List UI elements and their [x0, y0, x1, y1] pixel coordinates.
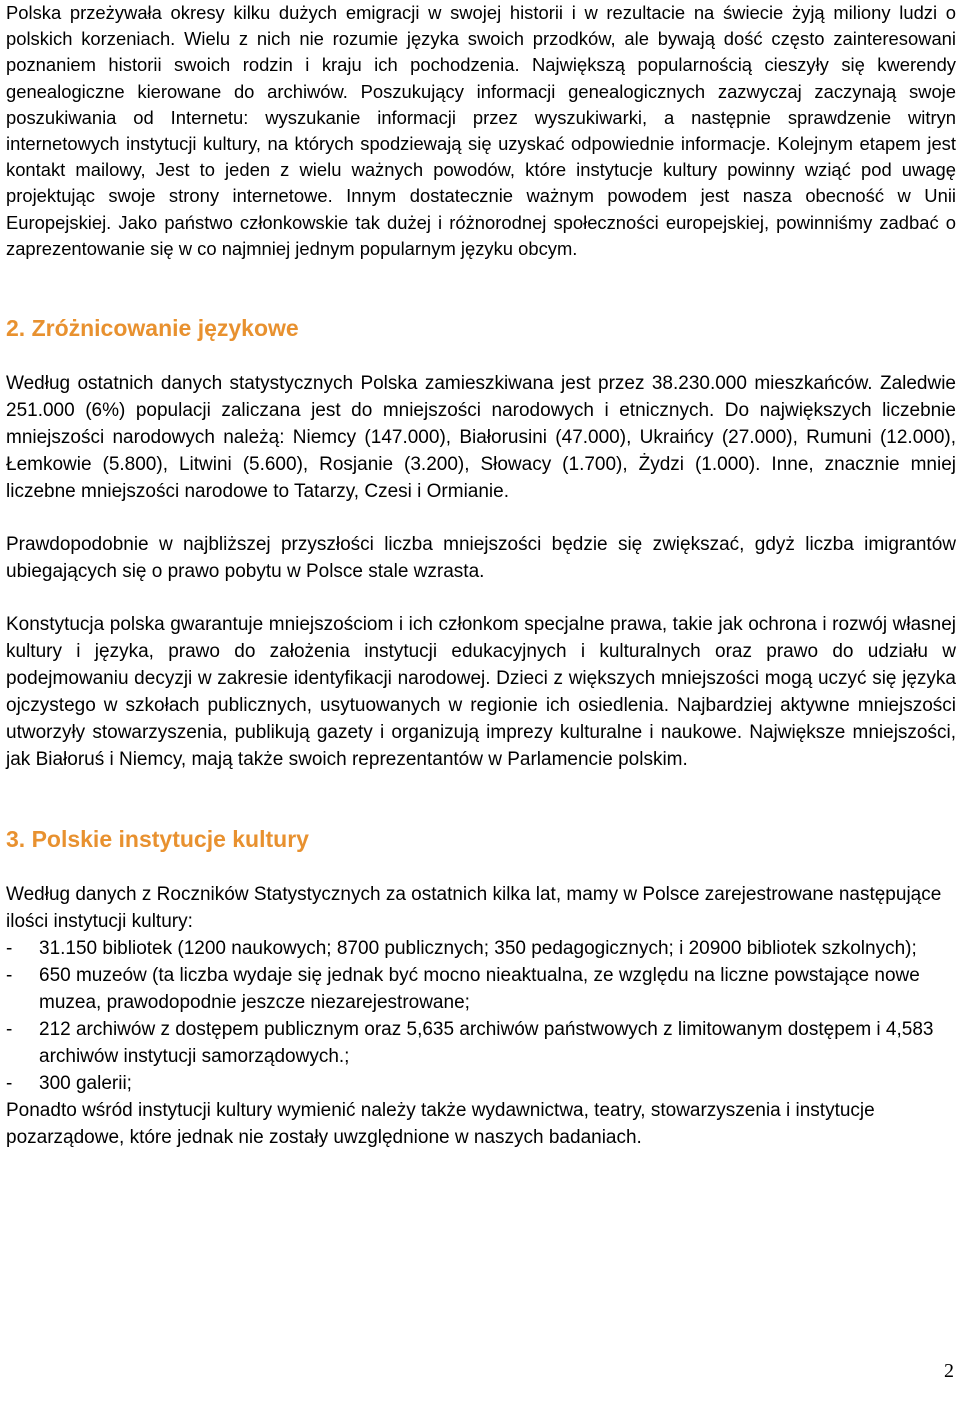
list-item: [6, 962, 956, 1016]
intro-paragraph: Polska przeżywała okresy kilku dużych emigracji w swojej historii i w rezultacie na świecie żyją miliony ludzi o polskich korzeniach. Wielu z nich nie rozumie języka swoich przodków, ale bywają dość często zainteresowani poznaniem historii swoich rodzin i kraju ich pochodzenia. Największą popularnością cieszyły się kwerendy genealogiczne kierowane do archiwów. Poszukujący informacji genealogicznych zazwyczaj zaczynają swoje poszukiwania od Internetu: wyszukanie informacji przez wyszukiwarki, a następnie sprawdzenie witryn internetowych instytucji kultury, na których spodziewają się uzyskać odpowiednie informacje. Kolejnym etapem jest kontakt mailowy, Jest to jeden z wielu ważnych powodów, które instytucje kultury powinny wziąć pod uwagę projektując swoje strony internetowe. Innym dostatecznie ważnym powodem jest nasza obecność w Unii Europejskiej. Jako państwo członkowskie tak dużej i różnorodnej społeczności europejskiej, powinniśmy zadbać o zaprezentowanie się w co najmniej jednym popularnym języku obcym.: [6, 2, 956, 259]
list-dash: -: [6, 1073, 13, 1095]
section-2-paragraph-2: Prawdopodobnie w najbliższej przyszłości liczba mniejszości będzie się zwiększać, gdyż liczba imigrantów ubiegających się o prawo pobytu w Polsce stale wzrasta.: [6, 534, 956, 583]
page-number: 2: [944, 1360, 954, 1382]
section-3-heading: 3. Polskie instytucje kultury: [6, 826, 309, 853]
list-dash: -: [6, 965, 13, 987]
institutions-list: [6, 935, 956, 1097]
list-item: [6, 1070, 956, 1097]
list-item: [6, 1016, 956, 1070]
section-2-heading: 2. Zróżnicowanie językowe: [6, 315, 299, 342]
list-dash: -: [6, 1019, 13, 1041]
section-3-lead: Według danych z Roczników Statystycznych za ostatnich kilka lat, mamy w Polsce zarejestrowane następujące ilości instytucji kultury:: [6, 884, 942, 933]
list-item-text: 650 muzeów (ta liczba wydaje się jednak być mocno nieaktualna, ze względu na liczne powstające nowe muzea, prawodopodnie jeszcze niezarejestrowane;: [39, 965, 920, 1014]
list-item: [6, 935, 956, 962]
list-dash: -: [6, 938, 13, 960]
document-page: [6, 0, 956, 1151]
section-3-closing: Ponadto wśród instytucji kultury wymienić należy także wydawnictwa, teatry, stowarzyszenia i instytucje pozarządowe, które jednak nie zostały uwzględnione w naszych badaniach.: [6, 1100, 875, 1149]
section-2-paragraph-3: Konstytucja polska gwarantuje mniejszościom i ich członkom specjalne prawa, takie jak ochrona i rozwój własnej kultury i języka, prawo do założenia instytucji edukacyjnych i kulturalnych oraz prawo do udziału w podejmowaniu decyzji w zakresie identyfikacji narodowej. Dzieci z większych mniejszości mogą uczyć się języka ojczystego w szkołach publicznych, usytuowanych w regionie ich osiedlenia. Najbardziej aktywne mniejszości utworzyły stowarzyszenia, publikują gazety i organizują imprezy kulturalne i naukowe. Największe mniejszości, jak Białoruś i Niemcy, mają także swoich reprezentantów w Parlamencie polskim.: [6, 614, 956, 771]
section-2-paragraph-1: Według ostatnich danych statystycznych Polska zamieszkiwana jest przez 38.230.000 mieszkańców. Zaledwie 251.000 (6%) populacji zaliczana jest do mniejszości narodowych i etnicznych. Do największych liczebnie mniejszości narodowych należą: Niemcy (147.000), Białorusini (47.000), Ukraińcy (27.000), Rumuni (12.000), Łemkowie (5.800), Litwini (5.600), Rosjanie (3.200), Słowacy (1.700), Żydzi (1.000). Inne, znacznie mniej liczebne mniejszości narodowe to Tatarzy, Czesi i Ormianie.: [6, 373, 956, 503]
list-item-text: 212 archiwów z dostępem publicznym oraz 5,635 archiwów państwowych z limitowanym dostępem i 4,583 archiwów instytucji samorządowych.;: [39, 1019, 934, 1068]
list-item-text: 31.150 bibliotek (1200 naukowych; 8700 publicznych; 350 pedagogicznych; i 20900 bibliotek szkolnych);: [39, 938, 917, 960]
list-item-text: 300 galerii;: [39, 1073, 132, 1095]
